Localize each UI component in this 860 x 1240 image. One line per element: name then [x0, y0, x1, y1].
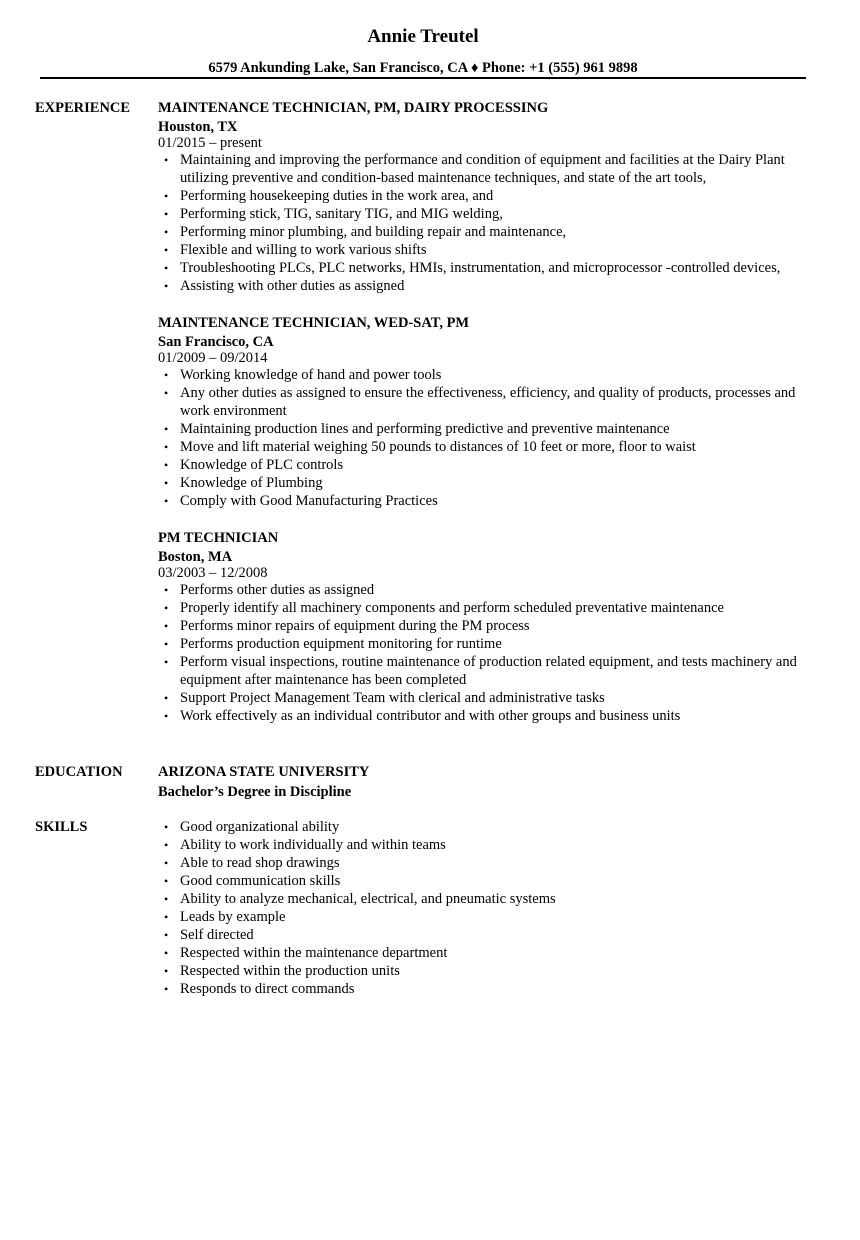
list-item-text: Flexible and willing to work various shifts: [180, 242, 427, 258]
bullet-icon: •: [164, 982, 169, 996]
list-item: [158, 205, 808, 223]
list-item: [158, 384, 808, 420]
bullet-icon: •: [164, 368, 169, 382]
list-item: [158, 492, 808, 510]
job-location: Boston, MA: [158, 549, 233, 565]
header-divider: [40, 77, 806, 79]
bullet-icon: •: [164, 243, 169, 257]
list-item: [158, 653, 808, 689]
list-item-text: Responds to direct commands: [180, 981, 355, 997]
school-name: ARIZONA STATE UNIVERSITY: [158, 764, 370, 780]
list-item: [158, 890, 808, 908]
list-item: [158, 617, 808, 635]
list-item-text: Assisting with other duties as assigned: [180, 278, 405, 294]
contact-line: 6579 Ankunding Lake, San Francisco, CA ♦ Phone: +1 (555) 961 9898: [208, 60, 638, 76]
job-title: PM TECHNICIAN: [158, 530, 279, 546]
job-entry: [158, 529, 808, 725]
job-dates: 01/2015 – present: [158, 135, 262, 151]
list-item: [158, 277, 808, 295]
job-location: Houston, TX: [158, 119, 238, 135]
list-item: [158, 581, 808, 599]
list-item: [158, 854, 808, 872]
job-entry: [158, 99, 808, 295]
job-duties-list: [158, 581, 808, 725]
list-item: [158, 689, 808, 707]
list-item-text: Ability to work individually and within teams: [180, 837, 446, 853]
section-label-education: EDUCATION: [35, 764, 123, 780]
job-dates: 01/2009 – 09/2014: [158, 350, 268, 366]
list-item-text: Comply with Good Manufacturing Practices: [180, 493, 438, 509]
bullet-icon: •: [164, 946, 169, 960]
list-item: [158, 241, 808, 259]
candidate-name: Annie Treutel: [367, 26, 479, 47]
list-item-text: Performs minor repairs of equipment during the PM process: [180, 618, 530, 634]
job-dates: 03/2003 – 12/2008: [158, 565, 268, 581]
list-item: [158, 456, 808, 474]
list-item: [158, 707, 808, 725]
list-item: [158, 151, 808, 187]
list-item-text: Performing stick, TIG, sanitary TIG, and MIG welding,: [180, 206, 503, 222]
job-title: MAINTENANCE TECHNICIAN, WED-SAT, PM: [158, 315, 470, 331]
experience-body: [158, 99, 808, 744]
list-item-text: Maintaining and improving the performance and condition of equipment and facilities at the Dairy Plant utilizing preventive and condition-based maintenance techniques, and state of the art tools,: [180, 152, 785, 186]
bullet-icon: •: [164, 440, 169, 454]
bullet-icon: •: [164, 422, 169, 436]
section-label-experience: EXPERIENCE: [35, 100, 131, 116]
bullet-icon: •: [164, 838, 169, 852]
list-item-text: Knowledge of Plumbing: [180, 475, 323, 491]
bullet-icon: •: [164, 458, 169, 472]
list-item: [158, 926, 808, 944]
list-item-text: Work effectively as an individual contributor and with other groups and business units: [180, 708, 681, 724]
list-item-text: Properly identify all machinery components and perform scheduled preventative maintenance: [180, 600, 724, 616]
bullet-icon: •: [164, 386, 169, 400]
bullet-icon: •: [164, 892, 169, 906]
list-item: [158, 420, 808, 438]
list-item: [158, 223, 808, 241]
job-duties-list: [158, 366, 808, 510]
bullet-icon: •: [164, 583, 169, 597]
bullet-icon: •: [164, 619, 169, 633]
list-item-text: Self directed: [180, 927, 254, 943]
list-item-text: Any other duties as assigned to ensure the effectiveness, efficiency, and quality of products, processes and work environment: [180, 385, 796, 419]
list-item-text: Performing housekeeping duties in the work area, and: [180, 188, 494, 204]
list-item: [158, 599, 808, 617]
list-item-text: Able to read shop drawings: [180, 855, 340, 871]
list-item: [158, 980, 808, 998]
bullet-icon: •: [164, 225, 169, 239]
list-item-text: Move and lift material weighing 50 pounds to distances of 10 feet or more, floor to waist: [180, 439, 696, 455]
bullet-icon: •: [164, 874, 169, 888]
list-item-text: Working knowledge of hand and power tools: [180, 367, 442, 383]
list-item: [158, 944, 808, 962]
list-item: [158, 818, 808, 836]
bullet-icon: •: [164, 709, 169, 723]
list-item: [158, 474, 808, 492]
education-body: [158, 763, 808, 801]
list-item-text: Performs other duties as assigned: [180, 582, 375, 598]
list-item: [158, 836, 808, 854]
list-item: [158, 872, 808, 890]
list-item-text: Perform visual inspections, routine maintenance of production related equipment, and tests machinery and equipment after maintenance has been completed: [180, 654, 797, 688]
list-item: [158, 962, 808, 980]
job-location: San Francisco, CA: [158, 334, 274, 350]
bullet-icon: •: [164, 655, 169, 669]
job-duties-list: [158, 151, 808, 295]
list-item-text: Knowledge of PLC controls: [180, 457, 344, 473]
bullet-icon: •: [164, 153, 169, 167]
list-item: [158, 438, 808, 456]
list-item-text: Respected within the production units: [180, 963, 400, 979]
list-item: [158, 635, 808, 653]
bullet-icon: •: [164, 261, 169, 275]
bullet-icon: •: [164, 189, 169, 203]
bullet-icon: •: [164, 964, 169, 978]
list-item: [158, 259, 808, 277]
bullet-icon: •: [164, 601, 169, 615]
bullet-icon: •: [164, 856, 169, 870]
list-item-text: Performs production equipment monitoring for runtime: [180, 636, 502, 652]
bullet-icon: •: [164, 476, 169, 490]
list-item: [158, 908, 808, 926]
bullet-icon: •: [164, 494, 169, 508]
list-item-text: Good communication skills: [180, 873, 341, 889]
skills-list: [158, 818, 808, 998]
list-item-text: Support Project Management Team with clerical and administrative tasks: [180, 690, 605, 706]
bullet-icon: •: [164, 691, 169, 705]
list-item: [158, 187, 808, 205]
list-item-text: Leads by example: [180, 909, 286, 925]
list-item-text: Respected within the maintenance department: [180, 945, 448, 961]
job-entry: [158, 314, 808, 510]
list-item-text: Good organizational ability: [180, 819, 340, 835]
bullet-icon: •: [164, 207, 169, 221]
bullet-icon: •: [164, 928, 169, 942]
bullet-icon: •: [164, 637, 169, 651]
list-item-text: Troubleshooting PLCs, PLC networks, HMIs, instrumentation, and microprocessor -controlled devices,: [180, 260, 781, 276]
degree-name: Bachelor’s Degree in Discipline: [158, 784, 352, 800]
bullet-icon: •: [164, 820, 169, 834]
list-item-text: Ability to analyze mechanical, electrical, and pneumatic systems: [180, 891, 556, 907]
list-item: [158, 366, 808, 384]
section-label-skills: SKILLS: [35, 819, 88, 835]
bullet-icon: •: [164, 279, 169, 293]
list-item-text: Performing minor plumbing, and building repair and maintenance,: [180, 224, 567, 240]
bullet-icon: •: [164, 910, 169, 924]
job-title: MAINTENANCE TECHNICIAN, PM, DAIRY PROCESSING: [158, 100, 549, 116]
skills-body: [158, 818, 808, 998]
list-item-text: Maintaining production lines and performing predictive and preventive maintenance: [180, 421, 670, 437]
